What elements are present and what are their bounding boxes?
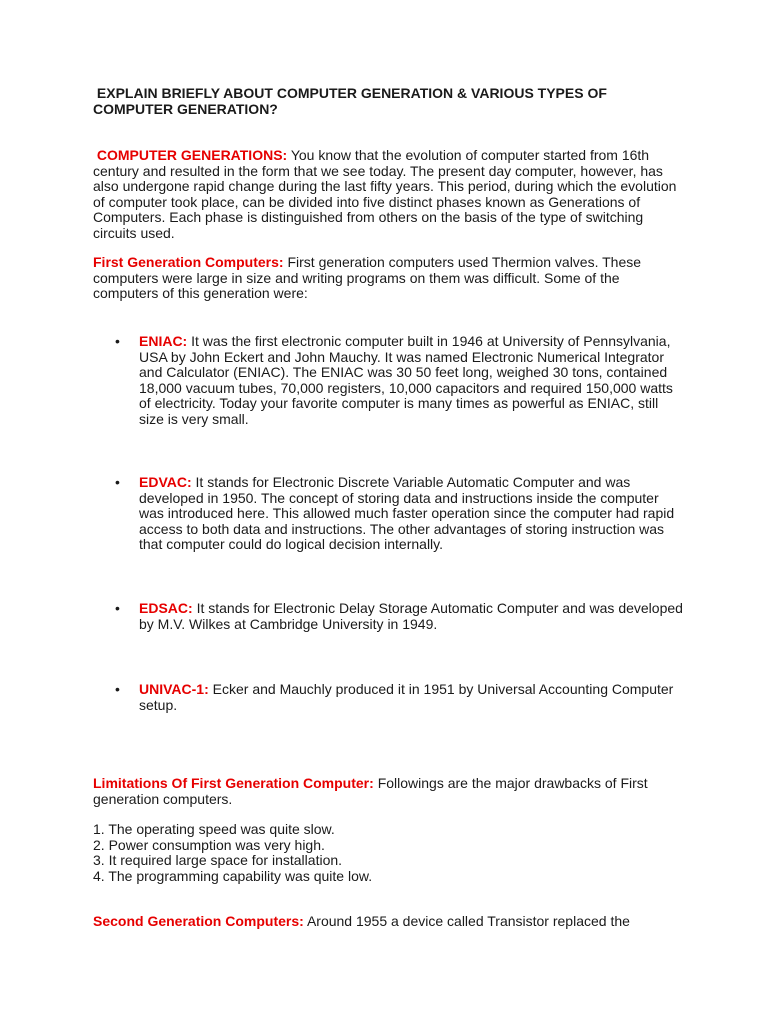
bullet-text: It was the first electronic computer built in 1946 at University of Pennsylvania, USA by John Eckert and John Mauchy. It was named Electronic Numerical Integrator and Calculator (ENIAC). The ENIAC was 30 50 feet long, weighed 30 tons, contained 18,000 vacuum tubes, 70,000 registers, 10,000 capacitors and required 150,000 watts of electricity. Today your favorite computer is many times as powerful as ENIAC, still size is very small. [139,333,673,427]
bullet-term: ENIAC: [139,333,188,349]
limitations-heading: Limitations Of First Generation Computer: [93,775,374,791]
second-gen-paragraph [93,914,683,930]
page-title [93,86,683,117]
bullet-icon: • [115,600,120,616]
bullet-icon: • [115,474,120,490]
first-gen-paragraph [93,255,683,302]
list-item [115,333,684,428]
limitations-paragraph [93,776,683,807]
first-gen-heading: First Generation Computers: [93,254,284,270]
bullet-text: It stands for Electronic Discrete Variable Automatic Computer and was developed in 1950. The concept of storing data and instructions inside the computer was introduced here. This allowed much faster operation since the computer had rapid access to both data and instructions. The other advantages of storing instruction was that computer could do logical decision internally. [139,474,675,553]
title-line-1: EXPLAIN BRIEFLY ABOUT COMPUTER GENERATION & VARIOUS TYPES OF [96,85,607,101]
list-item [115,600,684,632]
bullet-icon: • [115,681,120,697]
bullet-term: UNIVAC-1: [139,681,209,697]
bullet-text: It stands for Electronic Delay Storage Automatic Computer and was developed by M.V. Wilkes at Cambridge University in 1949. [139,600,683,632]
limitation-item: 1. The operating speed was quite slow. [93,821,335,837]
generations-text: You know that the evolution of computer started from 16th century and resulted in the form that we see today. The present day computer, however, has also undergone rapid change during the last fifty years. This period, during which the evolution of computer took place, can be divided into five distinct phases known as Generations of Computers. Each phase is distinguished from others on the basis of the type of switching circuits used. [93,147,677,241]
list-item [115,681,684,713]
limitations-text: Followings are the major drawbacks of First generation computers. [93,775,648,807]
limitation-item: 2. Power consumption was very high. [93,836,325,853]
bullet-icon: • [115,333,120,349]
first-gen-text: First generation computers used Thermion valves. These computers were large in size and writing programs on them was difficult. Some of the computers of this generation were: [93,254,642,302]
limitation-item: 4. The programming capability was quite low. [93,867,373,884]
second-gen-heading: Second Generation Computers: [93,913,304,929]
limitations-list [93,822,683,884]
bullet-term: EDVAC: [139,474,192,490]
limitation-item: 3. It required large space for installation. [93,852,343,869]
bullet-text: Ecker and Mauchly produced it in 1951 by Universal Accounting Computer setup. [139,681,674,713]
second-gen-text: Around 1955 a device called Transistor replaced the [306,913,630,929]
list-item [115,474,684,553]
generations-paragraph [93,148,683,242]
title-line-2: COMPUTER GENERATION? [93,100,278,117]
generations-heading: COMPUTER GENERATIONS: [96,147,288,163]
bullet-term: EDSAC: [139,600,193,616]
